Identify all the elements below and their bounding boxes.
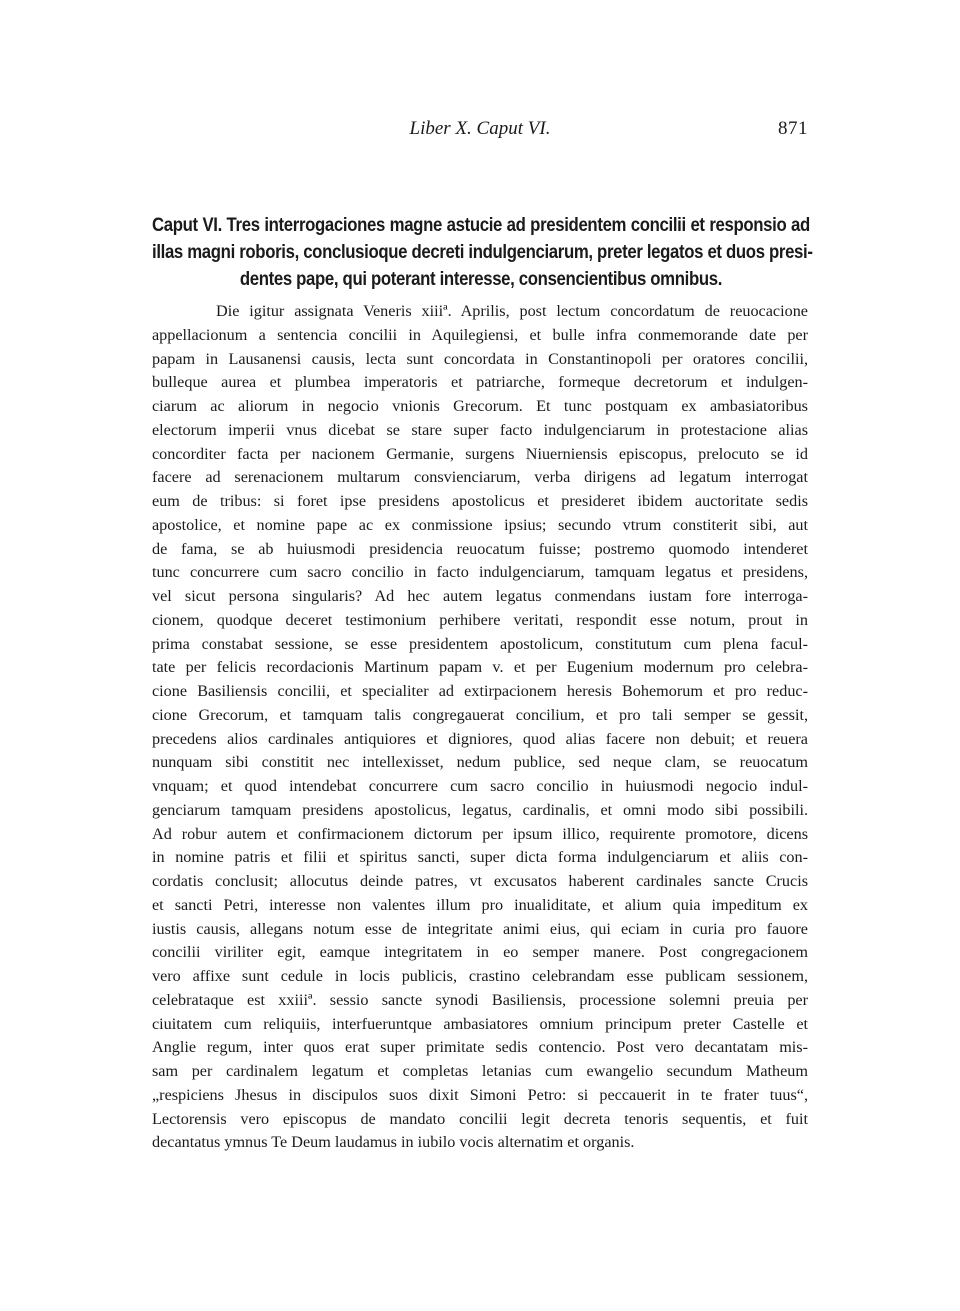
page-header	[152, 118, 808, 144]
text-line: Lectorensis vero episcopus de mandato concilii legit decreta tenoris sequentis, et fuit	[152, 1109, 808, 1128]
text-line: appellacionum a sentencia concilii in Aquilegiensi, et bulle infra conmemorande date per	[152, 325, 808, 344]
text-line: cionem, quodque deceret testimonium perhibere veritati, respondit esse notum, prout in	[152, 610, 808, 629]
body-text	[152, 300, 808, 1155]
text-line: genciarum tamquam presidens apostolicus, legatus, cardinalis, et omni modo sibi possibili.	[152, 800, 808, 819]
text-line: cione Basiliensis concilii, et specialiter ad extirpacionem heresis Bohemorum et pro reduc-	[152, 682, 808, 700]
text-line: prima constabat sessione, se esse presidentem apostolicum, constitutum cum plena facul-	[152, 634, 808, 653]
text-line: concorditer facta per nacionem Germanie, surgens Niuerniensis episcopus, prelocuto se id	[152, 444, 808, 463]
text-line: in nomine patris et filii et spiritus sancti, super dicta forma indulgenciarum et aliis con-	[152, 848, 808, 867]
text-line: concilii viriliter egit, eamque integritatem in eo semper manere. Post congregacionem	[152, 943, 808, 962]
text-line: bulleque aurea et plumbea imperatoris et patriarche, formeque decretorum et indulgen-	[152, 373, 808, 392]
text-line: de fama, se ab huiusmodi presidencia reuocatum fuisse; postremo quomodo intenderet	[152, 539, 808, 558]
text-line: sam per cardinalem legatum et completas letanias cum ewangelio secundum Matheum	[152, 1062, 808, 1080]
text-line: cione Grecorum, et tamquam talis congregauerat concilium, et pro tali semper se gessit,	[152, 705, 808, 724]
text-line: Die igitur assignata Veneris xiiiª. Aprilis, post lectum concordatum de reuocacione	[216, 302, 808, 320]
text-line: Anglie regum, inter quos erat super primitate sedis contencio. Post vero decantatam mis-	[152, 1038, 808, 1057]
text-line: vel sicut persona singularis? Ad hec autem legatus conmendans iustam fore interroga-	[152, 587, 808, 605]
text-line: tunc concurrere cum sacro concilio in facto indulgenciarum, tamquam legatus et presidens,	[152, 563, 808, 582]
text-line: „respiciens Jhesus in discipulos suos dixit Simoni Petro: si peccauerit in te frater tuus“,	[152, 1085, 808, 1104]
text-line: iustis causis, allegans notum esse de integritate animi eius, qui eciam in curia pro fauore	[152, 919, 808, 938]
text-line: eum de tribus: si foret ipse presidens apostolicus et presideret ibidem auctoritate sedis	[152, 492, 808, 510]
text-line: electorum imperii vnus dicebat se stare super facto indulgenciarum in protestacione alias	[152, 420, 808, 439]
text-line: facere ad serenacionem multarum consvienciarum, verba dirigens ad legatum interrogat	[152, 468, 808, 487]
text-line: nunquam sibi constitit nec intellexisset, nedum publice, sed neque clam, se reuocatum	[152, 753, 808, 772]
heading-line: illas magni roboris, conclusioque decreti indulgenciarum, preter legatos et duos presi-	[152, 241, 813, 263]
text-line: papam in Lausanensi causis, lecta sunt concordata in Constantinopoli per oratores concilii,	[152, 349, 808, 368]
heading-line: dentes pape, qui poterant interesse, consencientibus omnibus.	[239, 268, 723, 290]
text-line: ciarum ac aliorum in negocio vnionis Grecorum. Et tunc postquam ex ambasiatoribus	[152, 397, 808, 415]
running-title: Liber X. Caput VI.	[409, 118, 551, 139]
text-line: vero affixe sunt cedule in locis publicis, crastino celebrandam esse publicam sessionem,	[152, 967, 808, 985]
text-line: cordatis conclusit; allocutus deinde patres, vt excusatos haberent cardinales sancte Crucis	[152, 872, 808, 890]
text-line: ciuitatem cum reliquiis, interfueruntque ambasiatores omnium principum preter Castelle et	[152, 1014, 808, 1033]
text-line: vnquam; et quod intendebat concurrere cum sacro concilio in huiusmodi negocio indul-	[152, 777, 808, 795]
text-line: celebrataque est xxiiiª. sessio sancte synodi Basiliensis, processione solemni preuia per	[152, 990, 808, 1009]
text-line: decantatus ymnus Te Deum laudamus in iubilo vocis alternatim et organis.	[152, 1133, 635, 1152]
heading-line: Caput VI. Tres interrogaciones magne astucie ad presidentem concilii et responsio ad	[152, 214, 810, 236]
text-line: tate per felicis recordacionis Martinum papam v. et per Eugenium modernum pro celebra-	[152, 658, 808, 677]
text-line: apostolice, et nomine pape ac ex conmissione ipsius; secundo vtrum constiterit sibi, aut	[152, 515, 808, 534]
text-line: et sancti Petri, interesse non valentes illum pro inualiditate, et alium quia impeditum ex	[152, 895, 808, 914]
page-number: 871	[778, 118, 808, 139]
chapter-heading	[152, 212, 813, 293]
text-line: precedens alios cardinales antiquiores et digniores, quod alias facere non debuit; et reuera	[152, 729, 808, 748]
text-line: Ad robur autem et confirmacionem dictorum per ipsum illico, requirente promotore, dicens	[152, 824, 808, 843]
